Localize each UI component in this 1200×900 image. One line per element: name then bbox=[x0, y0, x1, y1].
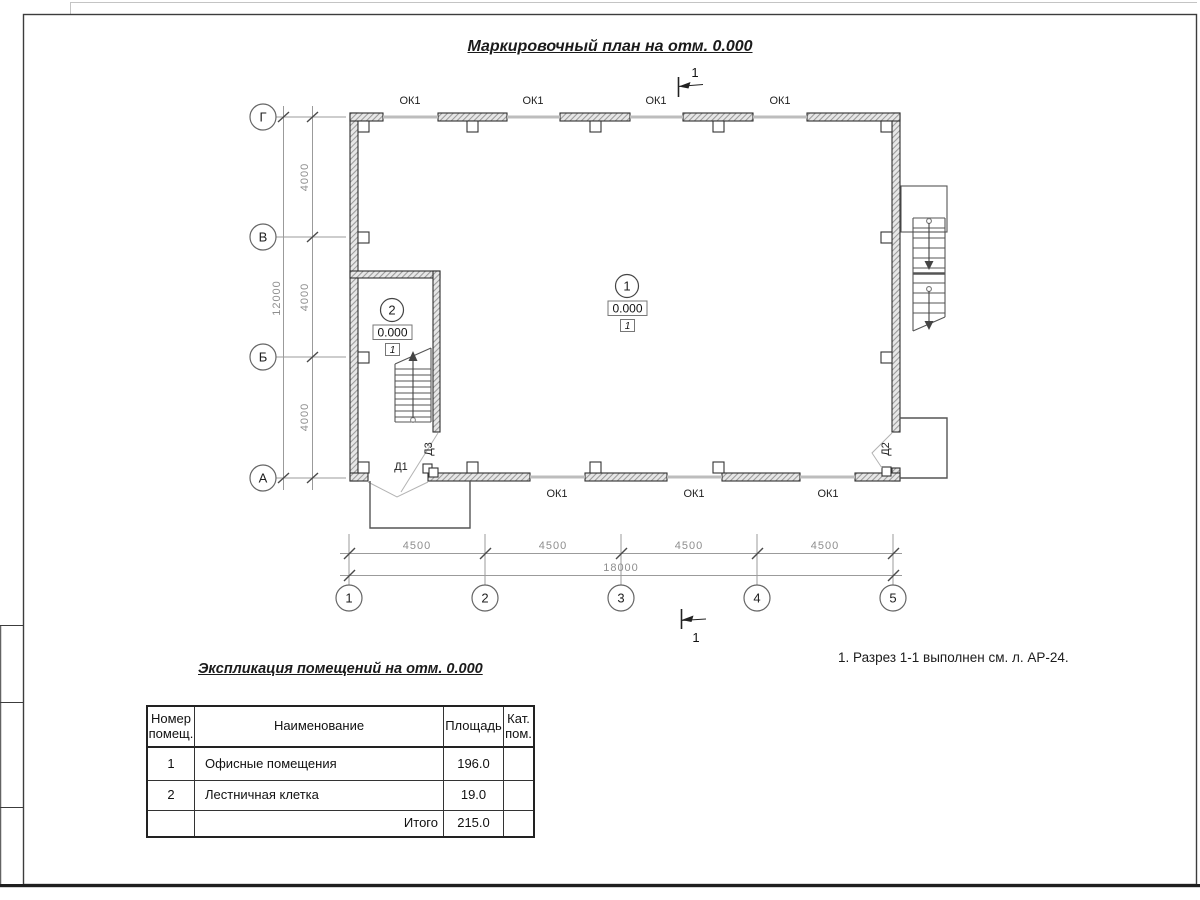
dim-label: 4500 bbox=[402, 540, 432, 552]
dim-label: 4500 bbox=[810, 540, 840, 552]
plan-title: Маркировочный план на отм. 0.000 bbox=[467, 38, 753, 55]
door-swings bbox=[368, 433, 892, 497]
room-marker-2 bbox=[373, 299, 412, 357]
door-leaf-d2 bbox=[882, 467, 891, 476]
axis-label: Б bbox=[258, 349, 268, 365]
total-row-empty bbox=[148, 811, 195, 836]
row-category bbox=[504, 748, 533, 781]
dim-label: 4000 bbox=[299, 162, 311, 192]
schedule-heading: Экспликация помещений на отм. 0.000 bbox=[198, 661, 483, 677]
row-area: 196.0 bbox=[444, 748, 504, 781]
col-header-category: Кат. пом. bbox=[504, 707, 533, 748]
room-schedule-table bbox=[146, 705, 535, 838]
section-number: 1 bbox=[691, 65, 699, 80]
row-number: 2 bbox=[148, 781, 195, 811]
room-elevation: 0.000 bbox=[612, 301, 643, 316]
axis-label: Г bbox=[259, 109, 267, 125]
dim-total-label: 18000 bbox=[603, 562, 639, 574]
axis-label: 3 bbox=[617, 590, 625, 606]
door-leaf-d3 bbox=[429, 468, 438, 477]
dim-label: 4500 bbox=[538, 540, 568, 552]
section-mark-bottom bbox=[681, 609, 706, 645]
window-label: ОК1 bbox=[817, 488, 839, 500]
dim-label: 4000 bbox=[299, 402, 311, 432]
row-name: Лестничная клетка bbox=[195, 781, 444, 811]
axis-label: 2 bbox=[481, 590, 489, 606]
row-axes bbox=[250, 104, 346, 491]
room-elevation: 0.000 bbox=[377, 325, 408, 340]
window-label: ОК1 bbox=[645, 95, 667, 107]
room-marker-1 bbox=[608, 275, 647, 333]
section-number: 1 bbox=[692, 630, 700, 645]
total-area: 215.0 bbox=[444, 811, 504, 836]
row-number: 1 bbox=[148, 748, 195, 781]
row-category bbox=[504, 781, 533, 811]
room-number: 2 bbox=[388, 302, 396, 318]
door-label-d1: Д1 bbox=[394, 461, 408, 473]
axis-label: 5 bbox=[889, 590, 897, 606]
window-labels bbox=[399, 95, 838, 500]
axis-label: 1 bbox=[345, 590, 353, 606]
row-name: Офисные помещения bbox=[195, 748, 444, 781]
floor-type-mark: 1 bbox=[624, 321, 631, 332]
section-note: 1. Разрез 1-1 выполнен см. л. АР-24. bbox=[838, 650, 1069, 665]
external-stair bbox=[901, 186, 947, 331]
col-header-name: Наименование bbox=[195, 707, 444, 748]
axis-label: 4 bbox=[753, 590, 761, 606]
axis-label: А bbox=[258, 470, 268, 486]
room-number: 1 bbox=[623, 278, 631, 294]
dim-label: 4500 bbox=[674, 540, 704, 552]
door-label-d2: Д2 bbox=[880, 442, 892, 456]
window-lines bbox=[383, 117, 855, 477]
window-label: ОК1 bbox=[399, 95, 421, 107]
total-category-empty bbox=[504, 811, 533, 836]
col-axes bbox=[336, 534, 906, 611]
col-header-number: Номер помещ. bbox=[148, 707, 195, 748]
axis-label: В bbox=[258, 229, 268, 245]
window-label: ОК1 bbox=[522, 95, 544, 107]
window-label: ОК1 bbox=[683, 488, 705, 500]
internal-stair bbox=[395, 348, 431, 422]
total-label: Итого bbox=[195, 811, 444, 836]
row-area: 19.0 bbox=[444, 781, 504, 811]
floor-type-mark: 1 bbox=[389, 345, 396, 356]
window-label: ОК1 bbox=[546, 488, 568, 500]
col-header-area: Площадь bbox=[444, 707, 504, 748]
window-label: ОК1 bbox=[769, 95, 791, 107]
section-mark-top bbox=[678, 65, 703, 97]
dim-label: 4000 bbox=[299, 282, 311, 312]
dim-total-label: 12000 bbox=[271, 280, 283, 316]
door-label-d3: Д3 bbox=[423, 442, 435, 456]
